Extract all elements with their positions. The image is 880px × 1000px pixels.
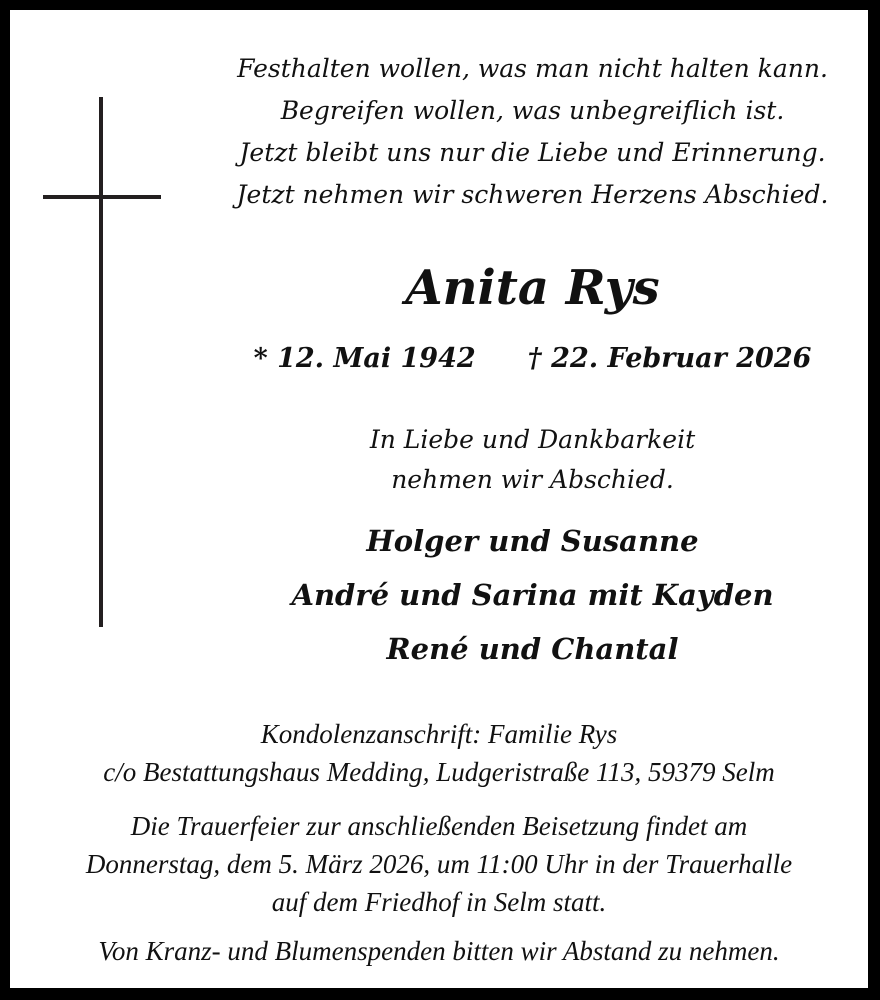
ceremony-line: auf dem Friedhof in Selm statt. [271,887,607,917]
address-line: c/o Bestattungshaus Medding, Ludgeristraße 113, 59379 Selm [103,757,775,787]
poem-line: Jetzt bleibt uns nur die Liebe und Erinnerung. [239,138,826,167]
ceremony-info [10,807,868,921]
address-line: Kondolenzanschrift: Familie Rys [260,719,618,749]
condolence-address [10,715,868,791]
flowers-note: Von Kranz- und Blumenspenden bitten wir Abstand zu nehmen. [98,936,780,966]
poem-line: Jetzt nehmen wir schweren Herzens Abschied. [236,180,829,209]
ceremony-line: Donnerstag, dem 5. März 2026, um 11:00 Uhr in der Trauerhalle [85,849,793,879]
poem-line: Begreifen wollen, was unbegreiflich ist. [280,96,785,125]
mourner-entry: René und Chantal [386,632,679,666]
death-date: † 22. Februar 2026 [527,343,812,374]
intro-line: In Liebe und Dankbarkeit [369,425,696,454]
mourner-entry: André und Sarina mit Kayden [291,578,774,612]
poem-line: Festhalten wollen, was man nicht halten kann. [237,54,828,83]
intro-line: nehmen wir Abschied. [391,465,674,494]
mourners-list [200,514,865,676]
memorial-poem [200,48,865,216]
ceremony-line: Die Trauerfeier zur anschließenden Beisetzung findet am [130,811,748,841]
birth-date: * 12. Mai 1942 [253,343,476,374]
cross-horizontal-bar [43,195,161,199]
mourner-entry: Holger und Susanne [366,524,699,558]
deceased-name: Anita Rys [405,260,660,316]
obituary-card [10,10,868,988]
life-dates [200,341,865,377]
cross-vertical-bar [99,97,103,627]
farewell-intro [200,420,865,500]
